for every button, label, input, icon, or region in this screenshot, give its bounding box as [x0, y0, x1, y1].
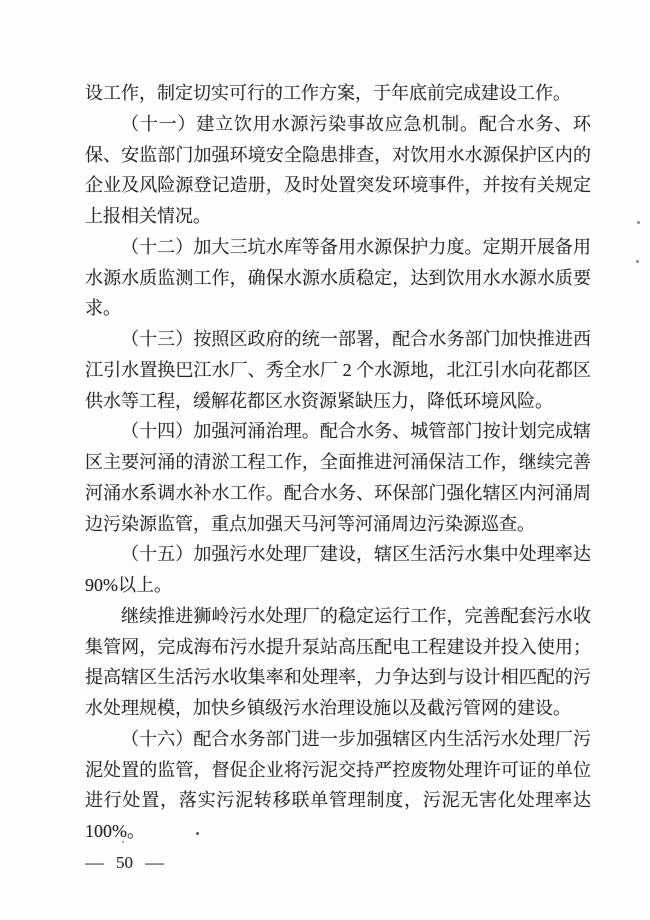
scan-speck — [636, 260, 639, 263]
paragraph: 继续推进狮岭污水处理厂的稳定运行工作，完善配套污水收集管网，完成海布污水提升泵站高压配电工程建设并投入使用；提高辖区生活污水收集率和处理率，力争达到与设计相匹配的污水处理规模，加快乡镇级污水治理设施以及截污管网的建设。 — [85, 605, 591, 718]
paragraph: （十一）建立饮用水源污染事故应急机制。配合水务、环保、安监部门加强环境安全隐患排查，对饮用水水源保护区内的企业及风险源登记造册，及时处置突发环境事件，并按有关规定上报相关情况。 — [85, 113, 591, 226]
paragraph: （十三）按照区政府的统一部署，配合水务部门加快推进西江引水置换巴江水厂、秀全水厂 2 个水源地，北江引水向花都区供水等工程，缓解花都区水资源紧缺压力，降低环境风险。 — [85, 329, 591, 411]
page-number: 50 — [116, 853, 133, 872]
paragraph: （十五）加强污水处理厂建设，辖区生活污水集中处理率达90%以上。 — [85, 544, 591, 595]
paragraph: （十四）加强河涌治理。配合水务、城管部门按计划完成辖区主要河涌的清淤工程工作，全面推进河涌保洁工作，继续完善河涌水系调水补水工作。配合水务、环保部门强化辖区内河涌周边污染源监管，重点加强天马河等河涌周边污染源巡查。 — [85, 421, 591, 534]
scan-speck — [122, 841, 124, 843]
paragraph: 设工作，制定切实可行的工作方案，于年底前完成建设工作。 — [85, 83, 571, 103]
document-body — [85, 78, 591, 847]
page-footer — [86, 853, 163, 873]
paragraph: （十二）加大三坑水库等备用水源保护力度。定期开展备用水源水质监测工作，确保水源水质稳定，达到饮用水水源水质要求。 — [85, 236, 591, 319]
footer-dash-left: — — [85, 853, 104, 872]
paragraph: （十六）配合水务部门进一步加强辖区内生活污水处理厂污泥处置的监管，督促企业将污泥交持严控废物处理许可证的单位进行处置，落实污泥转移联单管理制度，污泥无害化处理率达100%。 — [85, 728, 591, 841]
scan-speck — [196, 832, 199, 835]
footer-dash-right: — — [145, 853, 164, 872]
scan-speck — [637, 221, 640, 224]
